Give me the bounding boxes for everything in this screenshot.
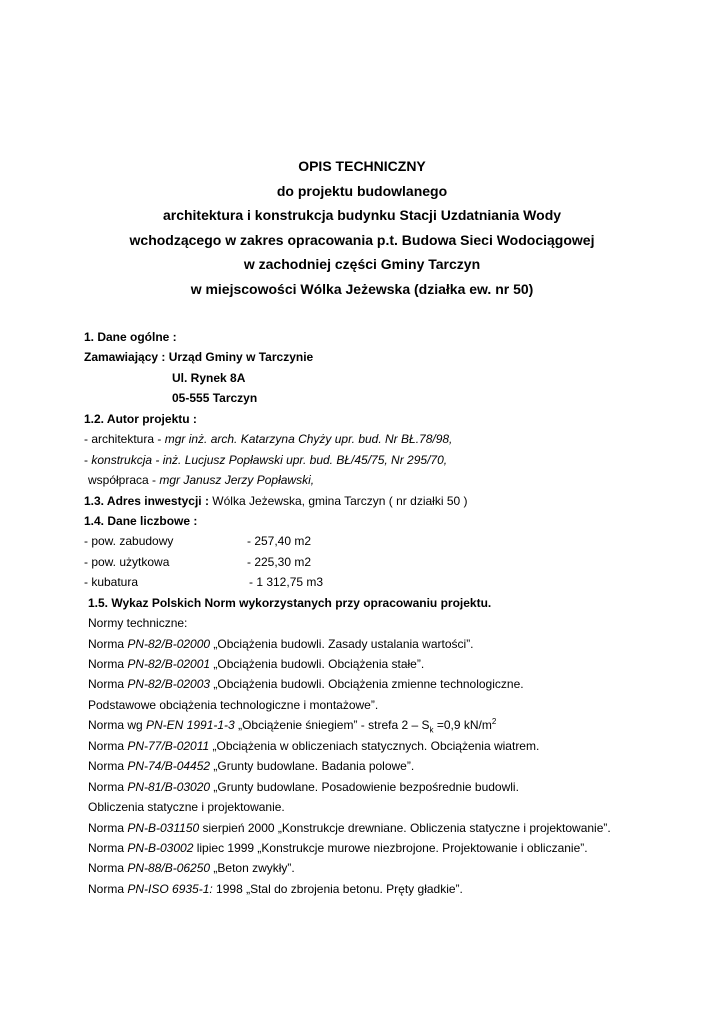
norm-prefix: Norma (88, 657, 128, 671)
norm-item (84, 838, 704, 858)
investment-label: 1.3. Adres inwestycji : (84, 493, 209, 508)
title-line-1: OPIS TECHNICZNY (298, 158, 426, 174)
norm-prefix: Norma (88, 881, 128, 896)
norm-item (84, 634, 704, 654)
norm-prefix: Norma wg (88, 718, 147, 733)
number-value: - 257,40 m2 (247, 534, 312, 549)
norm-superscript: 2 (491, 717, 497, 727)
norm-prefix: Norma (88, 861, 128, 876)
norm-prefix: Norma (88, 738, 128, 753)
norm-text: „Grunty budowlane. Posadowienie bezpośrednie budowli. (210, 779, 519, 794)
number-row (84, 572, 704, 592)
norm-code: PN-81/B-03020 (127, 779, 211, 794)
norm-text: 1998 „Stal do zbrojenia betonu. Pręty gładkie”. (212, 881, 463, 896)
title-line-2: do projektu budowlanego (276, 182, 448, 199)
author-constr-prefix: - (84, 452, 88, 467)
norm-code: PN-88/B-06250 (127, 861, 211, 876)
norm-prefix: Norma (88, 840, 128, 855)
title-line-4: wchodzącego w zakres opracowania p.t. Budowa Sieci Wodociągowej (129, 231, 595, 248)
norms-intro: Normy techniczne: (88, 616, 188, 631)
author-arch-prefix: - architektura - (84, 432, 162, 447)
authors-heading: 1.2. Autor projektu : (84, 411, 197, 426)
norm-prefix: Norma (88, 636, 128, 651)
author-coop-value: mgr Janusz Jerzy Popławski, (159, 473, 315, 488)
norm-item (84, 654, 704, 674)
author-cooperation (84, 470, 704, 490)
norm-text: lipiec 1999 „Konstrukcje murowe niezbrojone. Projektowanie i obliczanie”. (193, 840, 588, 855)
document-body (84, 327, 704, 899)
title-line-6: w miejscowości Wólka Jeżewska (działka ew. nr 50) (190, 280, 534, 297)
client-name: Urząd Gminy w Tarczynie (168, 350, 314, 365)
norm-prefix: Norma (88, 779, 128, 794)
author-construction (84, 450, 704, 470)
norm-code: PN-B-031150 (127, 820, 200, 835)
norm-text: =0,9 kN/m (433, 718, 492, 733)
norm-code: PN-74/B-04452 (127, 759, 211, 774)
investment-address (84, 491, 704, 511)
norm-code: PN-B-03002 (127, 840, 194, 855)
norm-item-continuation: Podstawowe obciążenia technologiczne i montażowe”. (88, 697, 379, 712)
norm-code: PN-ISO 6935-1: (127, 881, 213, 896)
client-label: Zamawiający : (84, 350, 166, 365)
norm-item (84, 879, 704, 899)
number-row (84, 531, 704, 551)
norm-code: PN-EN 1991-1-3 (146, 718, 235, 733)
author-architecture (84, 429, 704, 449)
norm-prefix: Norma (88, 820, 128, 835)
investment-value: Wólka Jeżewska, gmina Tarczyn ( nr działki 50 ) (212, 493, 468, 508)
norm-item (84, 736, 704, 756)
number-label: - pow. użytkowa (84, 554, 170, 569)
norm-item-continuation: Obliczenia statyczne i projektowanie. (88, 800, 285, 815)
number-row (84, 552, 704, 572)
norm-text: „Beton zwykły”. (210, 861, 295, 876)
author-constr-value: konstrukcja - inż. Lucjusz Popławski upr. bud. BŁ/45/75, Nr 295/70, (91, 452, 448, 467)
number-value: - 225,30 m2 (247, 554, 312, 569)
norm-text: „Obciążenia w obliczeniach statycznych. Obciążenia wiatrem. (209, 738, 540, 753)
norm-item (84, 674, 704, 694)
number-label: - pow. zabudowy (84, 534, 174, 549)
general-heading: 1. Dane ogólne : (84, 330, 177, 344)
norm-item (84, 756, 704, 776)
norm-text: „Obciążenia budowli. Obciążenia stałe”. (210, 657, 425, 671)
title-line-5: w zachodniej części Gminy Tarczyn (243, 256, 481, 272)
norm-text: „Obciążenie śniegiem” - strefa 2 – S (234, 718, 430, 733)
title-line-3: architektura i konstrukcja budynku Stacji Uzdatniania Wody (162, 207, 562, 223)
norm-text: „Obciążenia budowli. Zasady ustalania wartości”. (210, 636, 474, 651)
norm-item (84, 777, 704, 797)
author-coop-prefix: współpraca - (88, 473, 157, 488)
norm-code: PN-82/B-02003 (127, 677, 211, 692)
norm-text: sierpień 2000 „Konstrukcje drewniane. Obliczenia statyczne i projektowanie”. (199, 820, 611, 835)
norm-text: „Grunty budowlane. Badania polowe”. (210, 759, 415, 774)
norm-code: PN-82/B-02001 (127, 657, 211, 671)
client-street: Ul. Rynek 8A (172, 370, 246, 385)
norm-subscript: k (429, 725, 434, 735)
norm-code: PN-77/B-02011 (127, 738, 210, 753)
numbers-heading: 1.4. Dane liczbowe : (84, 513, 198, 528)
document-title (0, 154, 724, 301)
norm-text: „Obciążenia budowli. Obciążenia zmienne technologiczne. (210, 677, 524, 692)
norm-item (84, 715, 704, 735)
number-value: - 1 312,75 m3 (249, 575, 324, 590)
norm-item (84, 818, 704, 838)
client-city: 05-555 Tarczyn (172, 391, 258, 406)
norms-heading: 1.5. Wykaz Polskich Norm wykorzystanych przy opracowaniu projektu. (88, 595, 492, 610)
client-row (84, 347, 704, 367)
author-arch-value: mgr inż. arch. Katarzyna Chyży upr. bud. Nr BŁ.78/98, (164, 432, 453, 447)
norm-code: PN-82/B-02000 (127, 636, 211, 651)
norm-item (84, 858, 704, 878)
norm-prefix: Norma (88, 677, 128, 692)
number-label: - kubatura (84, 575, 139, 590)
norm-prefix: Norma (88, 759, 128, 774)
